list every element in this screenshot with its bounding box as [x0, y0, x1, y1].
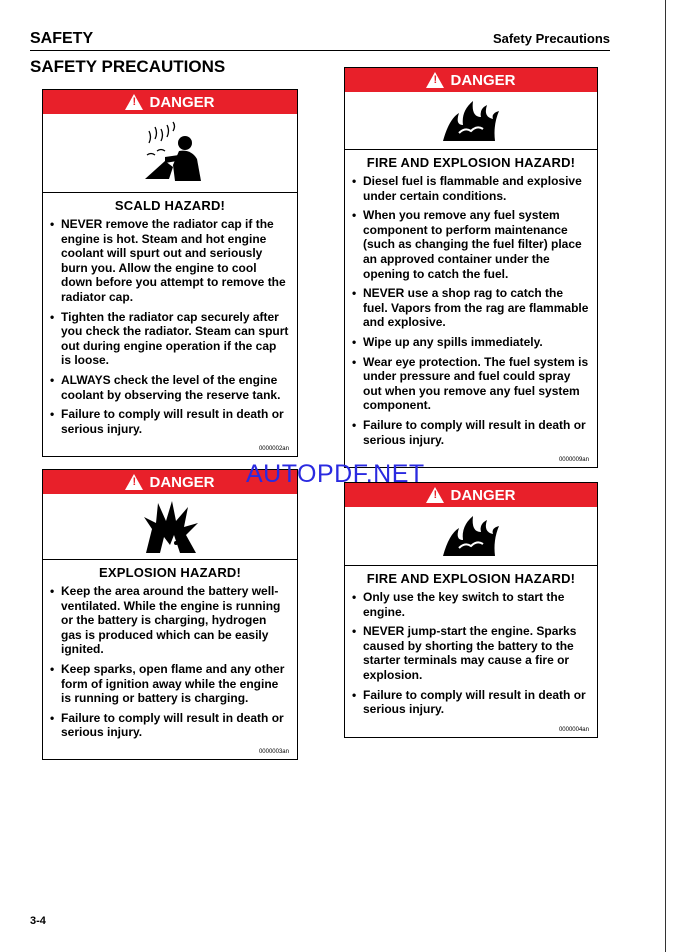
- hazard-item: • Failure to comply will result in death or serious injury.: [61, 407, 289, 436]
- hazard-title: EXPLOSION HAZARD!: [98, 565, 242, 580]
- label-code: 0000004an: [558, 727, 589, 733]
- scald-hazard-icon: [43, 114, 297, 193]
- page-number: 3-4: [30, 915, 46, 927]
- label-code: 0000009an: [558, 457, 589, 463]
- hazard-item: • Failure to comply will result in death or serious injury.: [363, 688, 589, 717]
- hazard-item: • Keep sparks, open flame and any other form of ignition away while the engine is running or battery is charging.: [61, 662, 289, 706]
- hazard-item: • Diesel fuel is flammable and explosive under certain conditions.: [363, 174, 589, 203]
- warning-triangle-icon: !: [125, 94, 143, 110]
- banner-label: DANGER: [450, 486, 516, 504]
- danger-card-fire-jumpstart: [344, 482, 598, 738]
- header-topic: Safety Precautions: [492, 31, 610, 46]
- danger-card-explosion: [42, 469, 298, 760]
- hazard-item: • Only use the key switch to start the engine.: [363, 590, 589, 619]
- explosion-icon: [43, 494, 297, 560]
- hazard-list: [345, 590, 597, 717]
- hazard-title: FIRE AND EXPLOSION HAZARD!: [366, 155, 576, 170]
- danger-banner: [43, 90, 297, 114]
- hazard-item: • Keep the area around the battery well-ventilated. While the engine is running or the battery is charging, hydrogen gas is produced which can be easily ignited.: [61, 584, 289, 657]
- hazard-list: [43, 217, 297, 436]
- danger-banner: [345, 68, 597, 92]
- danger-card-fire-fuel: [344, 67, 598, 468]
- page-edge: [665, 0, 666, 952]
- hazard-item: • ALWAYS check the level of the engine coolant by observing the reserve tank.: [61, 373, 289, 402]
- watermark: AUTOPDF.NET: [246, 460, 425, 488]
- header-rule: [30, 50, 610, 51]
- hazard-title: SCALD HAZARD!: [114, 198, 226, 213]
- banner-label: DANGER: [450, 71, 516, 89]
- warning-triangle-icon: !: [426, 487, 444, 503]
- hazard-list: [345, 174, 597, 447]
- hazard-item: • Tighten the radiator cap securely after you check the radiator. Steam can spurt out during engine operation if the cap is loose.: [61, 310, 289, 368]
- section-title: SAFETY PRECAUTIONS: [30, 57, 226, 76]
- banner-label: DANGER: [149, 473, 215, 491]
- hazard-item: • Wipe up any spills immediately.: [363, 335, 589, 350]
- hazard-item: • NEVER remove the radiator cap if the engine is hot. Steam and hot engine coolant will spurt out and seriously burn you. Allow the engine to cool down before you attempt to remove the radiator cap.: [61, 217, 289, 305]
- hazard-item: • When you remove any fuel system component to perform maintenance (such as changing the fuel filter) place an approved container under the opening to catch the fuel.: [363, 208, 589, 281]
- hazard-item: • Wear eye protection. The fuel system is under pressure and fuel could spray out when you remove any fuel system component.: [363, 355, 589, 413]
- warning-triangle-icon: !: [125, 474, 143, 490]
- hazard-item: • NEVER use a shop rag to catch the fuel. Vapors from the rag are flammable and explosive.: [363, 286, 589, 330]
- warning-triangle-icon: !: [426, 72, 444, 88]
- label-code: 0000003an: [258, 749, 289, 755]
- hazard-list: [43, 584, 297, 740]
- flame-icon: [345, 92, 597, 150]
- flame-icon: [345, 507, 597, 566]
- header-chapter: SAFETY: [30, 30, 94, 47]
- hazard-title: FIRE AND EXPLOSION HAZARD!: [366, 571, 576, 586]
- hazard-item: • Failure to comply will result in death or serious injury.: [363, 418, 589, 447]
- hazard-item: • NEVER jump-start the engine. Sparks caused by shorting the battery to the starter terminals may cause a fire or explosion.: [363, 624, 589, 682]
- label-code: 0000002an: [258, 446, 289, 452]
- hazard-item: • Failure to comply will result in death or serious injury.: [61, 711, 289, 740]
- banner-label: DANGER: [149, 93, 215, 111]
- danger-card-scald: [42, 89, 298, 457]
